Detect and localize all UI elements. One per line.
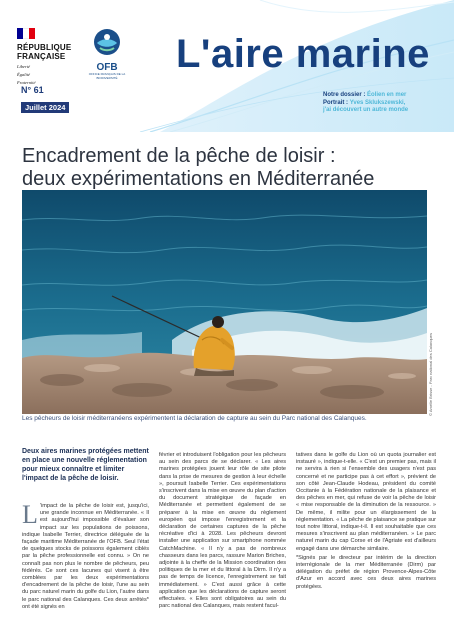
ofb-logo	[86, 28, 128, 80]
ofb-subtitle: OFFICE FRANÇAIS DE LA BIODIVERSITÉ	[88, 72, 126, 80]
issue-number: N° 61	[21, 85, 44, 95]
photo-credit: © Amélie Brisse - Parc national des Calanques	[428, 333, 433, 416]
body-column-2-text: février et introduisent l'obligation pour les pêcheurs au sein des parcs de se déclarer. « Les aires marines protégées jouent leur rôle de site pilote dans la prise de mesures de gestion à leur échelle », poursuit Isabelle Terrier. Ces expérimentations s'inscrivent dans la mise en œuvre du plan d'action du document stratégique de façade en Méditerranée et permettent également de se préparer à la mise en œuvre du règlement européen qui impose l'enregistrement et la déclaration de certaines captures de la pêche récréative d'ici à 2028. Les pêcheurs devront installer une application sur smartphone nommée CatchMachine. « Il n'y a pas de nombreux chasseurs dans les parcs, rassure Marion Briches, adjointe à la cheffe de la Mission coordination des politiques de la mer et du littoral à la Dirm. Il n'y a pas de temps de licence, l'enregistrement se fait immédiatement. » C'est aussi grâce à cette application que les déclarations de capture seront effectuées. « Elles sont obligatoires au sein du parc national des Calanques, mais restent facul-	[159, 452, 286, 610]
ofb-name: OFB	[96, 62, 118, 73]
fisherman-on-rocks-image	[22, 190, 427, 414]
article-title	[22, 145, 442, 191]
issue-info	[21, 85, 69, 115]
masthead	[0, 0, 454, 132]
article-title-line2: deux expérimentations en Méditerranée	[22, 168, 375, 190]
publication-title: L'aire marine	[176, 32, 430, 76]
motto-fraternite: Fraternité	[17, 80, 36, 85]
body-column-1-text: 'impact de la pêche de loisir est, jusqu'ici, une grande inconnue en Méditerranée. « Il est aujourd'hui impossible d'évaluer son impact sur les populations de poissons, indique Isabelle Terrier, directrice déléguée de la façade maritime Méditerranée de l'OFB. Seul l'état de quelques stocks de poissons également ciblés par la pêche professionnelle est connu. » On ne connaît pas non plus le nombre de pêcheurs, peu fédérés. Ce sont ces lacunes qui visent à être comblées par les deux expérimentations d'encadrement de la pêche de loisir, l'une au sein du parc naturel marin du golfe du Lion, l'autre dans le parc national des Calanques. Ces deux arrêtés* ont été signés en	[22, 503, 149, 610]
motto-liberte: Liberté	[17, 64, 30, 69]
teaser-line-portrait: Portrait : Yves Sklukszewski,	[323, 99, 406, 106]
article-title-line1: Encadrement de la pêche de loisir :	[22, 145, 336, 167]
issue-teaser	[323, 92, 448, 115]
teaser-line-dossier: Notre dossier : Éolien en mer	[323, 92, 407, 98]
republic-name-line2: FRANÇAISE	[17, 52, 66, 61]
issue-date-badge: Juillet 2024	[21, 102, 69, 113]
teaser-line-portrait-quote: j'ai découvert un autre monde	[323, 107, 409, 113]
body-column-3-text: tatives dans le golfe du Lion où un quota journalier est instauré », indique-t-elle. « C'est un premier pas, mais il ne servira à rien si l'ensemble des usagers n'est pas concerné et ne participe pas à cet effort », prévient de son côté Jean-Claude Hodeau, président du comité Occitanie à la Fédération nationale de la plaisance et des pêches en mer, qui refuse de voir la pêche de loisir « mise responsable de la diminution de la ressource. » De même, il milite pour un élargissement de la réglementation. « La pêche de plaisance se pratique sur tout notre littoral, indique-t-il. Il est souhaitable que ces mesures s'inscrivent au plan méditerranéen. » Le parc naturel marin du cap Corse et de l'Agriate est d'ailleurs engagé dans une démarche similaire.	[296, 452, 436, 552]
republique-francaise-logo	[17, 28, 87, 85]
ofb-emblem-icon	[93, 28, 121, 56]
marianne-flag-icon	[17, 28, 35, 39]
footnote: *Signés par le directeur par intérim de la direction interrégionale de la mer Méditerranée (Dirm) par délégation du préfet de région Provence-Alpes-Côte d'Azur en accord avec ces deux aires marines protégées.	[296, 554, 436, 590]
republic-name-line1: RÉPUBLIQUE	[17, 43, 72, 52]
dropcap-letter: L	[22, 500, 38, 529]
body-column-1	[22, 500, 149, 611]
photo-caption: Les pêcheurs de loisir méditerranéens expérimentent la déclaration de capture au sein du Parc national des Calanques.	[22, 415, 367, 422]
motto-egalite: Égalité	[17, 72, 30, 77]
body-column-2	[159, 452, 286, 610]
body-column-3	[296, 452, 436, 593]
article-lead: Deux aires marines protégées mettent en place une nouvelle réglementation pour mieux connaître et limiter l'impact de la pêche de loisir.	[22, 448, 149, 482]
article-photo	[22, 190, 427, 414]
